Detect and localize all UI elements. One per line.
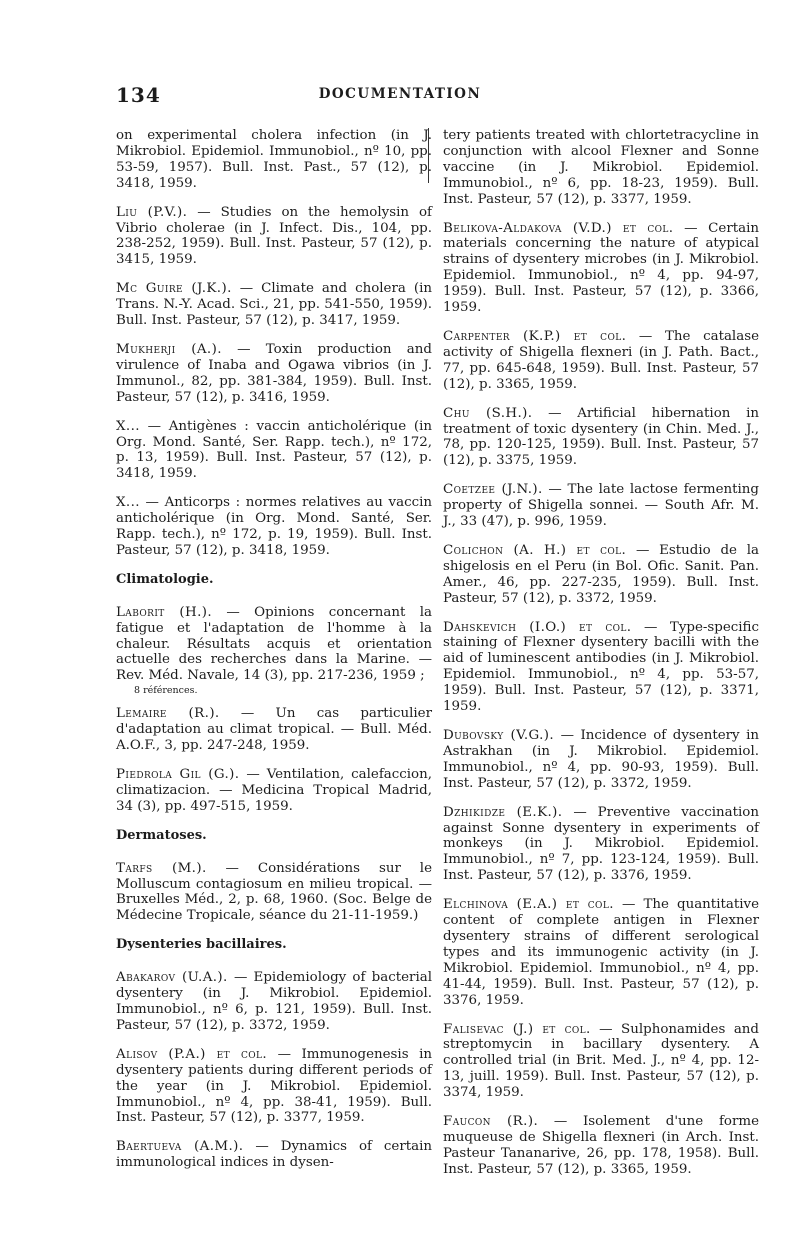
entry-author: Piedrola Gil (G.). [116, 767, 240, 782]
bib-entry: Falisevac (J.) et col. — Sulphonamides and streptomycin in bacillary dysentery. A controlled trial (in Brit. Med. J., nº 4, pp. 12-13, juill. 1959). Bull. Inst. Pasteur, 57 (12), p. 3374, 1959. [443, 1021, 759, 1101]
bib-entry: Dahskevich (I.O.) et col. — Type-specific staining of Flexner dysentery bacilli with the aid of luminescent antibodies (in J. Mikrobiol. Epidemiol. Immunobiol., nº 4, pp. 53-57, 1959). Bull. Inst. Pasteur, 57 (12), p. 3371, 1959. [443, 619, 759, 715]
entry-author: Liu (P.V.). [116, 204, 188, 220]
bib-entry: Baertueva (A.M.). — Dynamics of certain immunological indices in dysen- [116, 1139, 433, 1171]
bib-entry: Elchinova (E.A.) et col. — The quantitative content of complete antigen in Flexner dysentery strains of different serological types and its immunogenic activity (in J. Mikrobiol. Epidemiol. Immunobiol., nº 4, pp. 41-44, 1959). Bull. Inst. Pasteur, 57 (12), p. 3376, 1959. [443, 897, 759, 1008]
running-title: DOCUMENTATION [318, 86, 482, 102]
entry-author: Colichon (A. H.) et col. [443, 542, 627, 558]
bib-entry: Laborit (H.). — Opinions concernant la fatigue et l'adaptation de l'homme à la chaleur. Résultats acquis et orientation actuelle des recherches dans la Marine. — Rev. Méd. Navale, 14 (3), pp. 217-236, 1959 ; [116, 604, 432, 684]
bib-entry: Abakarov (U.A.). — Epidemiology of bacterial dysentery (in J. Mikrobiol. Epidemiol. Immunobiol., nº 6, p. 121, 1959). Bull. Inst. Pasteur, 57 (12), p. 3372, 1959. [116, 970, 432, 1033]
entry-author: Dubovsky (V.G.). [443, 728, 555, 743]
bib-entry: Mc Guire (J.K.). — Climate and cholera (in Trans. N.-Y. Acad. Sci., 21, pp. 541-550, 1959). Bull. Inst. Pasteur, 57 (12), p. 3417, 1959. [116, 281, 433, 329]
bib-entry: Tarfs (M.). — Considérations sur le Molluscum contagiosum en milieu tropical. — Bruxelles Méd., 2, p. 68, 1960. (Soc. Belge de Médecine Tropicale, séance du 21-11-1959.) [116, 860, 432, 924]
bib-entry: Coetzee (J.N.). — The late lactose fermenting property of Shigella sonnei. — South Afr. M. J., 33 (47), p. 996, 1959. [443, 482, 759, 530]
entry-author: Alisov (P.A.) et col. [116, 1046, 268, 1062]
bib-entry: Alisov (P.A.) et col. — Immunogenesis in dysentery patients during different periods of the year (in J. Mikrobiol. Epidemiol. Immunobiol., nº 4, pp. 38-41, 1959). Bull. Inst. Pasteur, 57 (12), p. 3377, 1959. [116, 1046, 432, 1126]
entry-author: Dahskevich (I.O.) et col. [443, 619, 632, 635]
entry-author: X... [116, 418, 140, 434]
bib-entry: Carpenter (K.P.) et col. — The catalase activity of Shigella flexneri (in J. Path. Bact., 77, pp. 645-648, 1959). Bull. Inst. Pasteur, 57 (12), p. 3365, 1959. [443, 328, 759, 392]
bib-entry: on experimental cholera infection (in J. Mikrobiol. Epidemiol. Immunobiol., nº 10, pp. 53-59, 1957). Bull. Inst. Past., 57 (12), p. 3418, 1959. [116, 128, 432, 191]
bib-entry: Dzhikidze (E.K.). — Preventive vaccination against Sonne dysentery in experiments of monkeys (in J. Mikrobiol. Epidemiol. Immunobiol., nº 7, pp. 123-124, 1959). Bull. Inst. Pasteur, 57 (12), p. 3376, 1959. [443, 804, 759, 884]
bib-entry: Dubovsky (V.G.). — Incidence of dysentery in Astrakhan (in J. Mikrobiol. Epidemiol. Immunobiol., nº 4, pp. 90-93, 1959). Bull. Inst. Pasteur, 57 (12), p. 3372, 1959. [443, 728, 759, 791]
entry-author: Mc Guire (J.K.). [116, 281, 232, 297]
entry-author: Belikova-Aldakova (V.D.) et col. [443, 220, 674, 236]
bib-entry: Faucon (R.). — Isolement d'une forme muqueuse de Shigella flexneri (in Arch. Inst. Pasteur Tananarive, 26, pp. 178, 1958). Bull. Inst. Pasteur, 57 (12), p. 3365, 1959. [443, 1114, 759, 1177]
bib-entry: Lemaire (R.). — Un cas particulier d'adaptation au climat tropical. — Bull. Méd. A.O.F., 3, pp. 247-248, 1959. [116, 706, 432, 754]
entry-author: Baertueva (A.M.). [116, 1139, 244, 1155]
page-header [0, 83, 800, 113]
section-heading: Climatologie. [116, 571, 214, 587]
section-heading: Dermatoses. [116, 827, 207, 843]
entry-author: Elchinova (E.A.) et col. [443, 897, 614, 913]
left-column [116, 128, 432, 1184]
entry-author: Faucon (R.). [443, 1114, 539, 1130]
entry-author: Falisevac (J.) et col. [443, 1021, 591, 1037]
section-heading: Dysenteries bacillaires. [116, 937, 287, 953]
entry-author: Tarfs (M.). [116, 860, 207, 876]
entry-author: Abakarov (U.A.). [116, 970, 228, 986]
entry-author: Coetzee (J.N.). [443, 482, 543, 498]
entry-author: Lemaire (R.). [116, 706, 220, 722]
entry-author: X... [116, 495, 140, 511]
entry-author: Mukherji (A.). [116, 341, 222, 357]
entry-author: Chu (S.H.). [443, 405, 533, 421]
bib-entry: Liu (P.V.). — Studies on the hemolysin of Vibrio cholerae (in J. Infect. Dis., 104, pp. 238-252, 1959). Bull. Inst. Pasteur, 57 (12), p. 3415, 1959. [116, 204, 432, 268]
bib-entry: Piedrola Gil (G.). — Ventilation, calefaccion, climatizacion. — Medicina Tropical Madrid, 34 (3), pp. 497-515, 1959. [116, 767, 432, 814]
bib-entry: X... — Antigènes : vaccin anticholérique (in Org. Mond. Santé, Ser. Rapp. tech.), nº 172, p. 13, 1959). Bull. Inst. Pasteur, 57 (12), p. 3418, 1959. [116, 418, 432, 482]
bib-entry: Chu (S.H.). — Artificial hibernation in treatment of toxic dysentery (in Chin. Med. J., 78, pp. 120-125, 1959). Bull. Inst. Pasteur, 57 (12), p. 3375, 1959. [443, 405, 759, 469]
bib-entry: Mukherji (A.). — Toxin production and virulence of Inaba and Ogawa vibrios (in J. Immunol., 82, pp. 381-384, 1959). Bull. Inst. Pasteur, 57 (12), p. 3416, 1959. [116, 341, 432, 405]
bib-entry: tery patients treated with chlortetracycline in conjunction with alcool Flexner and Sonne vaccine (in J. Mikrobiol. Epidemiol. Immunobiol., nº 6, pp. 18-23, 1959). Bull. Inst. Pasteur, 57 (12), p. 3377, 1959. [443, 128, 759, 207]
page-number: 134 [116, 83, 161, 107]
entry-author: Dzhikidze (E.K.). [443, 804, 563, 820]
bib-entry: X... — Anticorps : normes relatives au vaccin anticholérique (in Org. Mond. Santé, Ser. Rapp. tech.), nº 172, p. 19, 1959). Bull. Inst. Pasteur, 57 (12), p. 3418, 1959. [116, 495, 432, 558]
bib-entry: Belikova-Aldakova (V.D.) et col. — Certain materials concerning the nature of atypical strains of dysentery microbes (in J. Mikrobiol. Epidemiol. Immunobiol., nº 4, pp. 94-97, 1959). Bull. Inst. Pasteur, 57 (12), p. 3366, 1959. [443, 220, 760, 316]
bib-entry: Colichon (A. H.) et col. — Estudio de la shigelosis en el Peru (in Bol. Ofic. Sanit. Pan. Amer., 46, pp. 227-235, 1959). Bull. Inst. Pasteur, 57 (12), p. 3372, 1959. [443, 542, 759, 606]
entry-author: Laborit (H.). [116, 604, 213, 620]
entry-author: Carpenter (K.P.) et col. [443, 328, 627, 344]
references-note: 8 références. [134, 685, 198, 697]
right-column [443, 128, 759, 1191]
